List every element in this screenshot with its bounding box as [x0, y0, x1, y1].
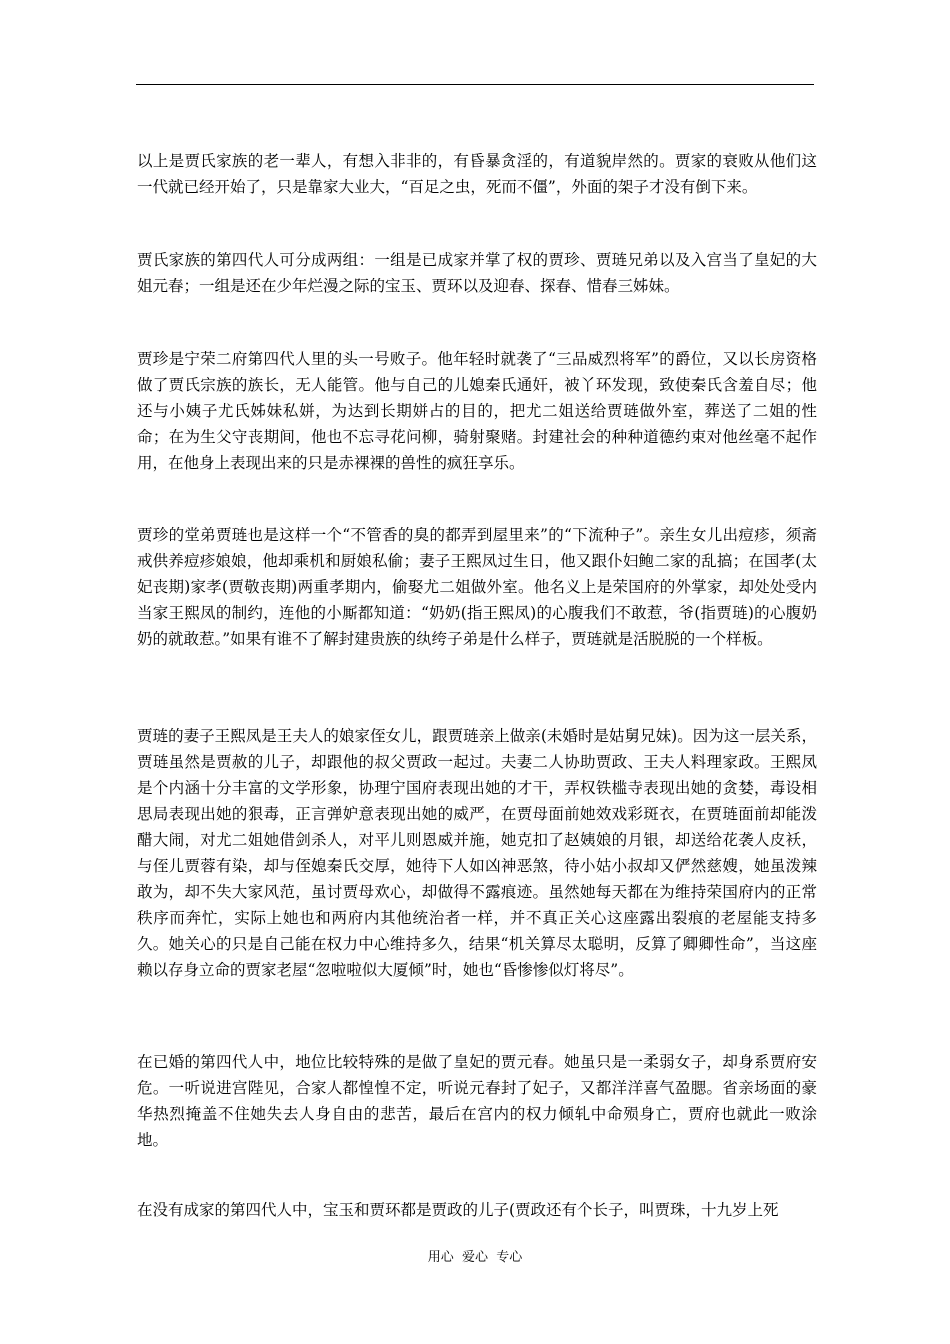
paragraph: 贾琏的妻子王熙凤是王夫人的娘家侄女儿，跟贾琏亲上做亲(未婚时是姑舅兄妹)。因为这一层关系，贾琏虽然是贾赦的儿子，却跟他的叔父贾政一起过。夫妻二人协助贾政、王夫人料理家政。王熙凤是个内涵十分丰富的文学形象，协理宁国府表现出她的才干，弄权铁槛寺表现出她的贪婪，毒设相思局表现出她的狠毒，正言弹妒意表现出她的威严，在贾母面前她效戏彩斑衣，在贾琏面前却能泼醋大闹，对尤二姐她借剑杀人，对平儿则恩威并施，她克扣了赵姨娘的月银，却送给花袭人皮袄，与侄儿贾蓉有染，却与侄媳秦氏交厚，她待下人如凶神恶煞，待小姑小叔却又俨然慈嫂，她虽泼辣敢为，却不失大家风范，虽讨贾母欢心，却做得不露痕迹。虽然她每天都在为维持荣国府内的正常秩序而奔忙，实际上她也和两府内其他统治者一样，并不真正关心这座露出裂痕的老屋能支持多久。她关心的只是自己能在权力中心维持多久，结果“机关算尽太聪明，反算了卿卿性命”，当这座赖以存身立命的贾家老屋“忽啦啦似大厦倾”时，她也“昏惨惨似灯将尽”。: [137, 727, 817, 979]
paragraph: 在已婚的第四代人中，地位比较特殊的是做了皇妃的贾元春。她虽只是一柔弱女子，却身系贾府安危。一听说进宫陛见，合家人都惶惶不定，听说元春封了妃子，又都洋洋喜气盈腮。省亲场面的豪华热烈掩盖不住她失去人身自由的悲苦，最后在宫内的权力倾轧中命殒身亡，贾府也就此一败涂地。: [137, 1053, 817, 1149]
paragraph: 贾氏家族的第四代人可分成两组：一组是已成家并掌了权的贾珍、贾琏兄弟以及入宫当了皇妃的大姐元春；一组是还在少年烂漫之际的宝玉、贾环以及迎春、探春、惜春三姊妹。: [137, 251, 817, 295]
header-rule: [136, 84, 814, 85]
page-footer: 用心 爱心 专心: [427, 1250, 523, 1265]
paragraph: 贾珍的堂弟贾琏也是这样一个“不管香的臭的都弄到屋里来”的“下流种子”。亲生女儿出痘疹，须斋戒供养痘疹娘娘，他却乘机和厨娘私偷；妻子王熙凤过生日，他又跟仆妇鲍二家的乱搞；在国孝(太妃丧期)家孝(贾敬丧期)两重孝期内，偷娶尤二姐做外室。他名义上是荣国府的外掌家，却处处受内当家王熙凤的制约，连他的小厮都知道：“奶奶(指王熙凤)的心腹我们不敢惹，爷(指贾琏)的心腹奶奶的就敢惹。”如果有谁不了解封建贵族的纨绔子弟是什么样子，贾琏就是活脱脱的一个样板。: [137, 526, 817, 648]
paragraph: 以上是贾氏家族的老一辈人，有想入非非的，有昏暴贪淫的，有道貌岸然的。贾家的衰败从他们这一代就已经开始了，只是靠家大业大，“百足之虫，死而不僵”，外面的架子才没有倒下来。: [137, 152, 817, 196]
paragraph: 贾珍是宁荣二府第四代人里的头一号败子。他年轻时就袭了“三品威烈将军”的爵位，又以长房资格做了贾氏宗族的族长，无人能管。他与自己的儿媳秦氏通奸，被丫环发现，致使秦氏含羞自尽；他还与小姨子尤氏姊妹私姘，为达到长期姘占的目的，把尤二姐送给贾琏做外室，葬送了二姐的性命；在为生父守丧期间，他也不忘寻花问柳，骑射聚赌。封建社会的种种道德约束对他丝毫不起作用，在他身上表现出来的只是赤裸裸的兽性的疯狂享乐。: [137, 350, 817, 472]
paragraph: 在没有成家的第四代人中，宝玉和贾环都是贾政的儿子(贾政还有个长子，叫贾珠，十九岁上死: [137, 1201, 779, 1219]
